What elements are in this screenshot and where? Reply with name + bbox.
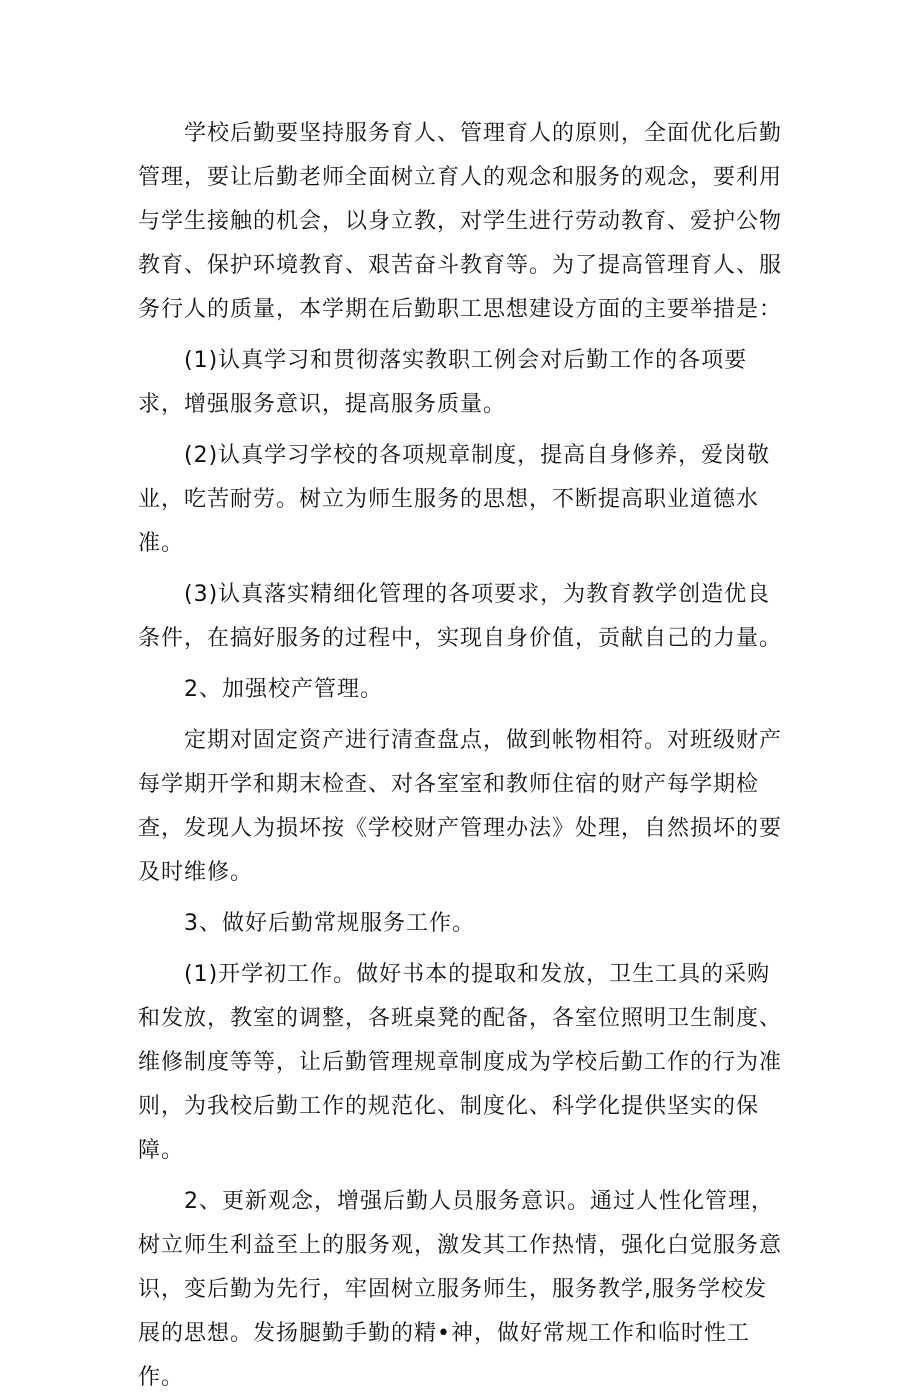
paragraph-item-2: (2)认真学习学校的各项规章制度，提高自身修养，爱岗敬业，吃苦耐劳。树立为师生服务的思想，不断提高职业道德水准。 <box>138 443 771 556</box>
section-heading-asset-management: 2、加强校产管理。 <box>184 677 383 702</box>
paragraph-asset-management: 定期对固定资产进行清查盘点，做到帐物相符。对班级财产每学期开学和期末检查、对各室室和教师住宿的财产每学期检查，发现人为损坏按《学校财产管理办法》处理，自然损坏的要及时维修。 <box>138 728 783 885</box>
section-heading-routine-service: 3、做好后勤常规服务工作。 <box>184 911 475 936</box>
paragraph-service-awareness: 2、更新观念，增强后勤人员服务意识。通过人性化管理，树立师生利益至上的服务观，激发其工作热情，强化白觉服务意识，变后勤为先行，牢固树立服务师生，服务教学,服务学校发展的思想。发扬腿勤手勤的精•神，做好常规工作和临时性工作。 <box>138 1189 783 1390</box>
paragraph-item-3: (3)认真落实精细化管理的各项要求，为教育教学创造优良条件，在搞好服务的过程中，实现自身价值，贡献自己的力量。 <box>138 582 783 651</box>
paragraph-intro: 学校后勤要坚持服务育人、管理育人的原则，全面优化后勤管理，要让后勤老师全面树立育人的观念和服务的观念，要利用与学生接触的机会，以身立教，对学生进行劳动教育、爱护公物教育、保护环境教育、艰苦奋斗教育等。为了提高管理育人、服务行人的质量，本学期在后勤职工思想建设方面的主要举措是： <box>138 121 783 322</box>
document-body <box>138 112 784 1400</box>
paragraph-semester-start-work: (1)开学初工作。做好书本的提取和发放，卫生工具的采购和发放，教室的调整，各班桌凳的配备，各室位照明卫生制度、维修制度等等，让后勤管理规章制度成为学校后勤工作的行为准则，为我校后勤工作的规范化、制度化、科学化提供坚实的保障。 <box>138 962 783 1163</box>
paragraph-item-1: (1)认真学习和贯彻落实教职工例会对后勤工作的各项要求，增强服务意识，提高服务质量。 <box>138 348 748 417</box>
